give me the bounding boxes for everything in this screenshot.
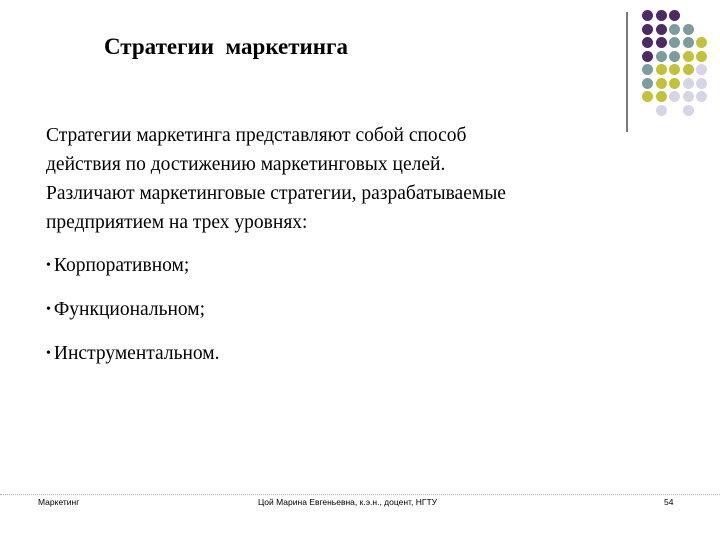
- footer-course: Маркетинг: [38, 497, 80, 507]
- decorative-dot: [683, 64, 694, 75]
- decorative-dot: [683, 105, 694, 116]
- decorative-dot: [683, 91, 694, 102]
- decorative-dot: [696, 51, 707, 62]
- decorative-dot: [642, 24, 653, 35]
- decorative-dot: [683, 78, 694, 89]
- decorative-dot: [683, 51, 694, 62]
- decorative-dot: [642, 64, 653, 75]
- decorative-dot: [696, 78, 707, 89]
- list-item-instrumental: [46, 342, 220, 368]
- decorative-dot: [683, 24, 694, 35]
- list-item-label: Инструментальном.: [53, 343, 220, 364]
- list-item-label: Корпоративном;: [53, 255, 190, 276]
- decorative-dot: [669, 91, 680, 102]
- decorative-dot: [696, 37, 707, 48]
- bullet-icon: •: [46, 346, 51, 361]
- intro-paragraph: [46, 121, 626, 237]
- decorative-dot: [656, 51, 667, 62]
- footer-page-number: 54: [664, 497, 674, 507]
- decorative-dot: [669, 51, 680, 62]
- decorative-dot: [642, 37, 653, 48]
- decorative-dot: [656, 10, 667, 21]
- decorative-dot: [656, 105, 667, 116]
- decorative-dot: [642, 51, 653, 62]
- decorative-dot: [669, 37, 680, 48]
- decorative-dot: [669, 10, 680, 21]
- decorative-dot: [669, 64, 680, 75]
- decorative-dot: [683, 37, 694, 48]
- footer-divider: [0, 494, 720, 495]
- bullet-icon: •: [46, 258, 51, 273]
- decorative-dot: [669, 24, 680, 35]
- paragraph-line: Различают маркетинговые стратегии, разрабатываемые: [46, 183, 506, 204]
- paragraph-line: Стратегии маркетинга представляют собой способ: [46, 125, 467, 146]
- footer-author: Цой Марина Евгеньевна, к.э.н., доцент, НГТУ: [258, 497, 438, 507]
- decorative-dot: [656, 24, 667, 35]
- decorative-dot: [656, 37, 667, 48]
- decorative-dot: [696, 91, 707, 102]
- bullet-icon: •: [46, 302, 51, 317]
- list-item-corporate: [46, 254, 189, 280]
- vertical-divider: [626, 12, 628, 132]
- decorative-dot: [656, 78, 667, 89]
- decorative-dot: [642, 10, 653, 21]
- list-item-label: Функциональном;: [53, 299, 206, 320]
- decorative-dot-grid: [640, 10, 720, 120]
- paragraph-line: действия по достижению маркетинговых целей.: [46, 154, 446, 175]
- decorative-dot: [696, 64, 707, 75]
- list-item-functional: [46, 298, 205, 324]
- decorative-dot: [642, 78, 653, 89]
- paragraph-line: предприятием на трех уровнях:: [46, 212, 308, 233]
- decorative-dot: [642, 91, 653, 102]
- decorative-dot: [656, 64, 667, 75]
- slide-title: Стратегии маркетинга: [104, 34, 348, 59]
- decorative-dot: [656, 91, 667, 102]
- decorative-dot: [669, 78, 680, 89]
